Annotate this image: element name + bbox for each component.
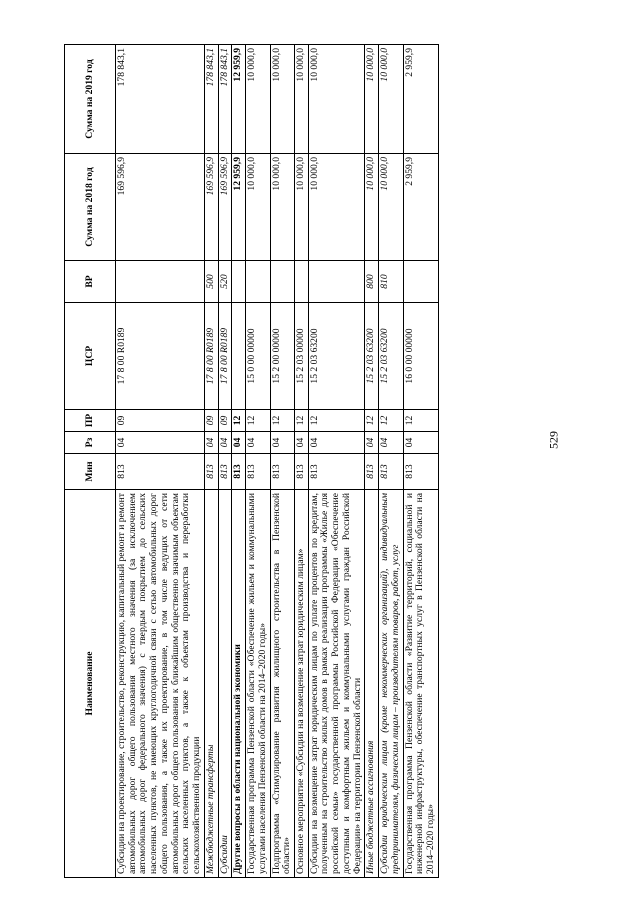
cell-pr: 12: [365, 410, 379, 432]
cell-vr: 810: [379, 261, 403, 303]
header-min: Мин: [65, 454, 116, 490]
cell-rz: 04: [204, 432, 218, 454]
table-row: [365, 45, 379, 878]
cell-min: 813: [365, 454, 379, 490]
cell-csr: 16 0 00 00000: [403, 303, 438, 410]
cell-sum-2019: 2 959,9: [403, 45, 438, 154]
cell-sum-2018: 2 959,9: [403, 154, 438, 261]
table-row: [270, 45, 294, 878]
cell-sum-2018: 169 596,9: [218, 154, 232, 261]
cell-rz: 04: [246, 432, 270, 454]
cell-name: Субсидии на проектирование, строительство, реконструкцию, капитальный ремонт и ремонт автомобильных дорог общего пользования местного значения (за исключением автомобильных дорог федерального значения) с твердым покрытием до сельских населенных пунктов, не имеющих круглогодичной связи с сетью автомобильных дорог общего пользования, а также их проектирование, в том числе ведущих от сети автомобильных дорог общего пользования к ближайшим общественно значимым объектам сельских населенных пунктов, а также к объектам производства и переработки сельскохозяйственной продукции: [116, 490, 205, 878]
cell-vr: 500: [204, 261, 218, 303]
cell-pr: 12: [232, 410, 246, 432]
cell-min: 813: [204, 454, 218, 490]
cell-name: Государственная программа Пензенской области «Обеспечение жильем и коммунальными услугами населения Пензенской области на 2014–2020 годы»: [246, 490, 270, 878]
cell-sum-2018: 10 000,0: [379, 154, 403, 261]
cell-name: Иные бюджетные ассигнования: [365, 490, 379, 878]
cell-vr: [232, 261, 246, 303]
cell-pr: 12: [308, 410, 365, 432]
table-row: [218, 45, 232, 878]
cell-name: Государственная программа Пензенской области «Развитие территорий, социальной и инженерной инфраструктуры, обеспечение транспортных услуг в Пензенской области на 2014–2020 годы»: [403, 490, 438, 878]
cell-sum-2018: 169 596,9: [204, 154, 218, 261]
cell-sum-2018: 169 596,9: [116, 154, 205, 261]
cell-vr: [308, 261, 365, 303]
cell-csr: [232, 303, 246, 410]
cell-min: 813: [379, 454, 403, 490]
cell-min: 813: [116, 454, 205, 490]
cell-min: 813: [403, 454, 438, 490]
header-name: Наименование: [65, 490, 116, 878]
cell-csr: 17 8 00 R0189: [116, 303, 205, 410]
cell-sum-2019: 10 000,0: [270, 45, 294, 154]
cell-vr: [270, 261, 294, 303]
table-row: [403, 45, 438, 878]
cell-min: 813: [270, 454, 294, 490]
cell-sum-2019: 10 000,0: [379, 45, 403, 154]
cell-csr: 17 8 00 R0189: [218, 303, 232, 410]
cell-csr: 15 2 00 00000: [270, 303, 294, 410]
cell-name: Основное мероприятие «Субсидии на возмещение затрат юридическим лицам»: [295, 490, 309, 878]
cell-sum-2018: 10 000,0: [295, 154, 309, 261]
cell-sum-2018: 10 000,0: [270, 154, 294, 261]
cell-sum-2019: 10 000,0: [246, 45, 270, 154]
cell-vr: 520: [218, 261, 232, 303]
cell-rz: 04: [403, 432, 438, 454]
rotated-table-container: [64, 45, 539, 878]
cell-min: 813: [308, 454, 365, 490]
table-row: [246, 45, 270, 878]
cell-pr: 12: [295, 410, 309, 432]
cell-sum-2019: 178 843,1: [116, 45, 205, 154]
cell-pr: 12: [246, 410, 270, 432]
header-vr: ВР: [65, 261, 116, 303]
cell-sum-2019: 178 843,1: [204, 45, 218, 154]
table-row: [295, 45, 309, 878]
table-body: [116, 45, 439, 878]
cell-sum-2019: 10 000,0: [365, 45, 379, 154]
cell-name: Субсидии: [218, 490, 232, 878]
header-csr: ЦСР: [65, 303, 116, 410]
cell-vr: 800: [365, 261, 379, 303]
header-pr: ПР: [65, 410, 116, 432]
cell-min: 813: [232, 454, 246, 490]
cell-sum-2018: 12 959,9: [232, 154, 246, 261]
table-row: [308, 45, 365, 878]
cell-sum-2019: 10 000,0: [295, 45, 309, 154]
cell-rz: 04: [232, 432, 246, 454]
cell-sum-2018: 10 000,0: [246, 154, 270, 261]
cell-sum-2018: 10 000,0: [365, 154, 379, 261]
cell-name: Межбюджетные трансферты: [204, 490, 218, 878]
cell-min: 813: [218, 454, 232, 490]
cell-vr: [295, 261, 309, 303]
cell-csr: 15 2 03 00000: [295, 303, 309, 410]
cell-csr: 15 2 03 63200: [379, 303, 403, 410]
cell-name: Субсидии на возмещение затрат юридическим лицам по уплате процентов по кредитам, полученным на строительство жилых домов в рамках реализации программы «Жилье для российской семьи» государственной программы Российской Федерации «Обеспечение доступным и комфортным жильем и коммунальными услугами граждан Российской Федерации» на территории Пензенской области: [308, 490, 365, 878]
cell-rz: 04: [365, 432, 379, 454]
page-number: 529: [546, 431, 561, 449]
cell-pr: 09: [218, 410, 232, 432]
cell-name: Другие вопросы в области национальной экономики: [232, 490, 246, 878]
budget-table: [64, 44, 439, 878]
cell-csr: 15 2 03 63200: [308, 303, 365, 410]
cell-rz: 04: [295, 432, 309, 454]
cell-pr: 12: [379, 410, 403, 432]
cell-csr: 15 2 03 63200: [365, 303, 379, 410]
table-row: [232, 45, 246, 878]
header-sum-2018: Сумма на 2018 год: [65, 154, 116, 261]
table-row: [116, 45, 205, 878]
cell-rz: 04: [379, 432, 403, 454]
cell-pr: 09: [116, 410, 205, 432]
cell-pr: 09: [204, 410, 218, 432]
cell-pr: 12: [403, 410, 438, 432]
cell-csr: 15 0 00 00000: [246, 303, 270, 410]
header-rz: Рз: [65, 432, 116, 454]
cell-min: 813: [295, 454, 309, 490]
cell-sum-2019: 12 959,9: [232, 45, 246, 154]
cell-rz: 04: [308, 432, 365, 454]
table-row: [379, 45, 403, 878]
cell-rz: 04: [116, 432, 205, 454]
header-sum-2019: Сумма на 2019 год: [65, 45, 116, 154]
cell-csr: 17 8 00 R0189: [204, 303, 218, 410]
cell-pr: 12: [270, 410, 294, 432]
cell-vr: [116, 261, 205, 303]
header-row: [65, 45, 116, 878]
cell-sum-2019: 178 843,1: [218, 45, 232, 154]
cell-name: Подпрограмма «Стимулирование развития жилищного строительства в Пензенской области»: [270, 490, 294, 878]
cell-rz: 04: [270, 432, 294, 454]
cell-sum-2018: 10 000,0: [308, 154, 365, 261]
cell-rz: 04: [218, 432, 232, 454]
cell-vr: [403, 261, 438, 303]
cell-vr: [246, 261, 270, 303]
cell-name: Субсидии юридическим лицам (кроме некоммерческих организаций), индивидуальным предпринимателям, физическим лицам – производителям товаров, работ, услуг: [379, 490, 403, 878]
table-row: [204, 45, 218, 878]
cell-sum-2019: 10 000,0: [308, 45, 365, 154]
cell-min: 813: [246, 454, 270, 490]
